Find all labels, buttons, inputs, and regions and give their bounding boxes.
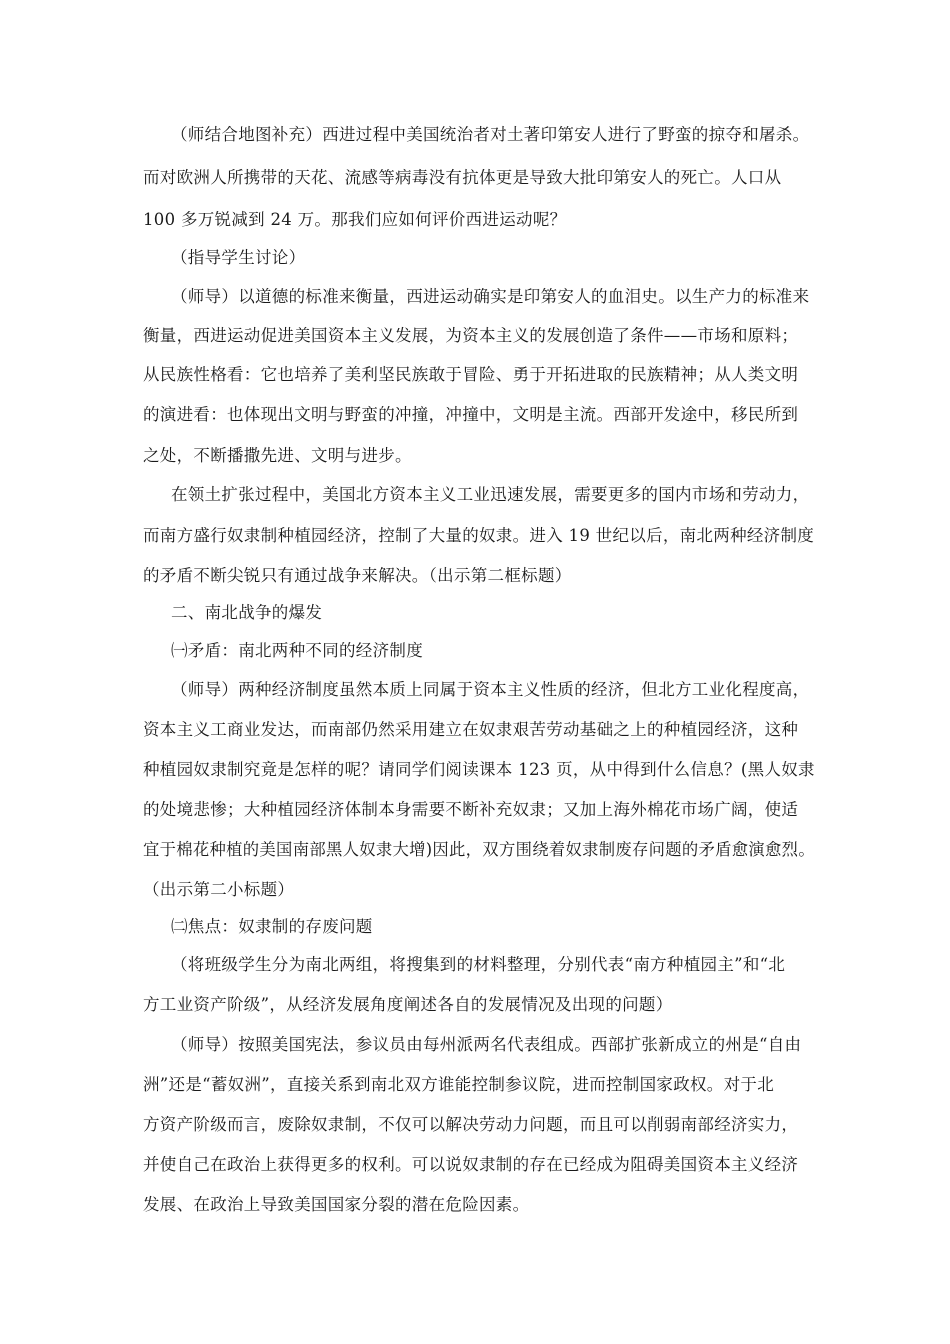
paragraph-line: （出示第二小标题） bbox=[143, 880, 295, 899]
paragraph-line: 100 多万锐减到 24 万。那我们应如何评价西进运动呢？ bbox=[143, 210, 567, 229]
paragraph-line: 资本主义工商业发达，而南部仍然采用建立在奴隶艰苦劳动基础之上的种植园经济，这种 bbox=[143, 720, 799, 739]
paragraph-line: 发展、在政治上导致美国国家分裂的潜在危险因素。 bbox=[143, 1195, 530, 1214]
paragraph-line: （师导）以道德的标准来衡量，西进运动确实是印第安人的血泪史。以生产力的标准来 bbox=[171, 287, 810, 306]
paragraph-line: 而对欧洲人所携带的天花、流感等病毒没有抗体更是导致大批印第安人的死亡。人口从 bbox=[143, 168, 782, 187]
section-heading: 二、南北战争的爆发 bbox=[171, 603, 323, 622]
paragraph-line: 洲”还是“蓄奴洲”，直接关系到南北双方谁能控制参议院，进而控制国家政权。对于北 bbox=[143, 1075, 775, 1094]
paragraph-line: 衡量，西进运动促进美国资本主义发展，为资本主义的发展创造了条件——市场和原料； bbox=[143, 326, 799, 345]
paragraph-line: （师导）按照美国宪法，参议员由每州派两名代表组成。西部扩张新成立的州是“自由 bbox=[171, 1035, 802, 1054]
paragraph-line: 种植园奴隶制究竟是怎样的呢？请同学们阅读课本 123 页，从中得到什么信息？(黑人奴隶 bbox=[143, 760, 815, 779]
paragraph-line: 的矛盾不断尖锐只有通过战争来解决。（出示第二框标题） bbox=[143, 566, 572, 585]
paragraph-line: （师结合地图补充）西进过程中美国统治者对土著印第安人进行了野蛮的掠夺和屠杀。 bbox=[171, 125, 810, 144]
paragraph-line: 的演进看：也体现出文明与野蛮的冲撞，冲撞中，文明是主流。西部开发途中，移民所到 bbox=[143, 405, 799, 424]
subsection-heading: ㈡焦点：奴隶制的存废问题 bbox=[171, 917, 373, 936]
paragraph-line: 的处境悲惨；大种植园经济体制本身需要不断补充奴隶；又加上海外棉花市场广阔，使适 bbox=[143, 800, 799, 819]
paragraph-line: 之处，不断播撒先进、文明与进步。 bbox=[143, 446, 412, 465]
paragraph-line: 从民族性格看：它也培养了美利坚民族敢于冒险、勇于开拓进取的民族精神；从人类文明 bbox=[143, 365, 799, 384]
paragraph-line: 在领土扩张过程中，美国北方资本主义工业迅速发展，需要更多的国内市场和劳动力， bbox=[171, 485, 810, 504]
paragraph-line: 而南方盛行奴隶制种植园经济，控制了大量的奴隶。进入 19 世纪以后，南北两种经济制度 bbox=[143, 526, 815, 545]
subsection-heading: ㈠矛盾：南北两种不同的经济制度 bbox=[171, 641, 423, 660]
paragraph-line: （将班级学生分为南北两组，将搜集到的材料整理，分别代表“南方种植园主”和“北 bbox=[171, 955, 786, 974]
paragraph-line: （指导学生讨论） bbox=[171, 248, 306, 267]
paragraph-line: 方资产阶级而言，废除奴隶制，不仅可以解决劳动力问题，而且可以削弱南部经济实力， bbox=[143, 1115, 799, 1134]
paragraph-line: 方工业资产阶级”，从经济发展角度阐述各自的发展情况及出现的问题） bbox=[143, 995, 673, 1014]
paragraph-line: 并使自己在政治上获得更多的权利。可以说奴隶制的存在已经成为阻碍美国资本主义经济 bbox=[143, 1155, 799, 1174]
paragraph-line: 宜于棉花种植的美国南部黑人奴隶大增)因此，双方围绕着奴隶制废存问题的矛盾愈演愈烈。 bbox=[143, 840, 815, 859]
paragraph-line: （师导）两种经济制度虽然本质上同属于资本主义性质的经济，但北方工业化程度高， bbox=[171, 680, 810, 699]
